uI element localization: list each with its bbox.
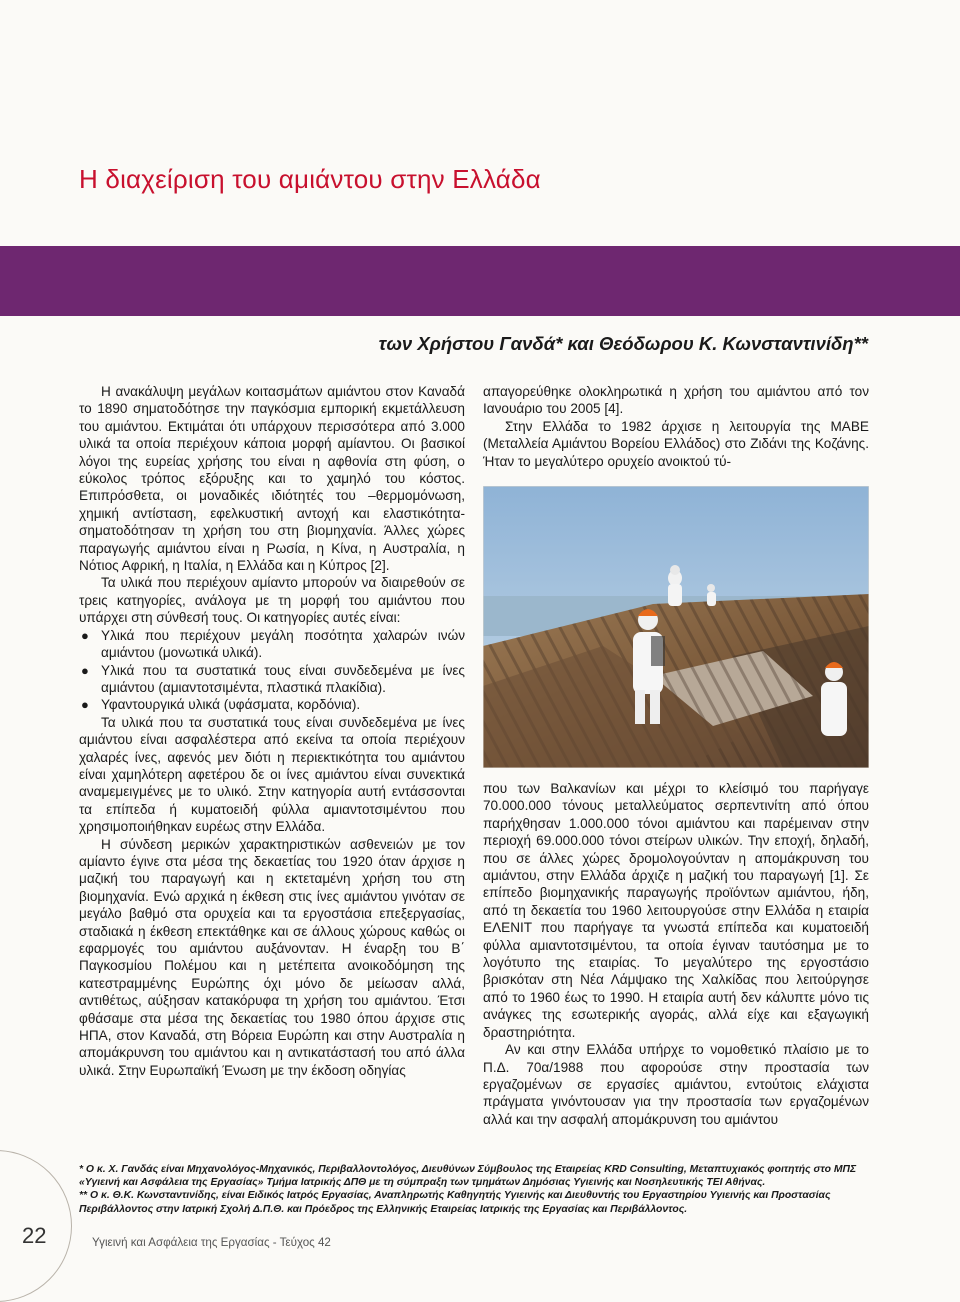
paragraph: Η σύνδεση μερικών χαρακτηριστικών ασθενειών με τον αμίαντο έγινε στα μέσα της δεκαετίας του 1920 όταν άρχισε η μαζική του παραγωγή και η εκτεταμένη χρήση του στη βιομηχανία. Ενώ αρχικά η έκθεση στις ίνες αμιάντου γινόταν σε μεγάλο βαθμό στα ορυχεία και τα εργοστάσια επεξεργασίας, σταδιακά η έκθεση επεκτάθηκε και σε άλλους χώρους καθώς οι εφαρμογές του αμιάντου αυξάνονταν. Η έναρξη του Β΄ Παγκοσμίου Πολέμου και η μετέπειτα ανοικοδόμηση της κατεστραμμένης Ευρώπης όχι μόνο δε μείωσαν αλλά, αντιθέτως, αύξησαν κατακόρυφα τη χρήση του αμιάντου. Έτσι φθάσαμε στα μέσα της δεκαετίας του 1980 όπου άρχισε στις ΗΠΑ, στον Καναδά, στη Βόρεια Ευρώπη και στην Αυστραλία η απομάκρυνση του αμιάντου και η αντικατάστασή του από άλλα υλικά. Στην Ευρωπαϊκή Ένωση με την έκδοση οδηγίας	[79, 836, 465, 1078]
bullet-icon: ●	[81, 662, 89, 678]
article-byline: των Χρήστου Γανδά* και Θεόδωρου Κ. Κωνσταντινίδη**	[378, 333, 868, 354]
paragraph: Η ανακάλυψη μεγάλων κοιτασμάτων αμιάντου στον Καναδά το 1890 σηματοδότησε την παγκόσμια εμπορική εκμετάλλευση του αμιάντου. Εκτιμάται ότι υπάρχουν περισσότερα από 3.000 υλικά τα οποία περιέχουν κάποια μορφή αμίαντου. Οι βασικοί λόγοι της ευρείας χρήσης του είναι η αφθονία στη φύση, ο εύκολος τρόπος εξόρυξης και το χαμηλό του κόστος. Επιπρόσθετα, οι μοναδικές ιδιότητές του –θερμομόνωση, χημική αντίσταση, εφελκυστική αντοχή και ελαστικότητα- σηματοδότησαν τη χρήση του στη βιομηχανία. Άλλες χώρες παραγωγής αμιάντου είναι η Ρωσία, η Κίνα, η Αυστραλία, η Νότιος Αφρική, η Ιταλία, η Ελλάδα και η Κύπρος [2].	[79, 384, 465, 574]
header-band	[0, 246, 960, 316]
paragraph: Τα υλικά που τα συστατικά τους είναι συνδεδεμένα με ίνες αμιάντου είναι ασφαλέστερα από εκείνα τα οποία περιέχουν χαλαρές ίνες, αφενός μεν διότι η περιεκτικότητα του αμιάντου είναι χαμηλότερη αφετέρου δε οι ίνες αμιάντου είναι συνεκτικά αναμεμειγμένες με το υλικό. Στην κατηγορία αυτή εντάσσονται τα επίπεδα ή κυματοειδή φύλλα αμιαντοτσιμέντου που χρησιμοποιήθηκαν ευρέως στην Ελλάδα.	[79, 714, 465, 835]
roof-workers-photo	[483, 486, 869, 768]
paragraph: Τα υλικά που περιέχουν αμίαντο μπορούν να διαιρεθούν σε τρεις κατηγορίες, ανάλογα με τη μορφή του αμιάντου που υπάρχει στη σύνθεσή τους. Οι κατηγορίες αυτές είναι:	[79, 575, 465, 626]
bullet-icon: ●	[81, 627, 89, 643]
list-item: ● Υφαντουργικά υλικά (υφάσματα, κορδόνια).	[81, 697, 361, 713]
left-column	[79, 383, 465, 1079]
paragraph: Στην Ελλάδα το 1982 άρχισε η λειτουργία της ΜΑΒΕ (Μεταλλεία Αμιάντου Βορείου Ελλάδος) στο Ζιδάνι της Κοζάνης. Ήταν το μεγαλύτερο ορυχείο ανοικτού τύ-	[483, 418, 869, 469]
footnote: ** O κ. Θ.Κ. Κωνσταντινίδης, είναι Ειδικός Ιατρός Εργασίας, Αναπληρωτής Καθηγητής Υγιεινής και Διευθυντής του Εργαστηρίου Υγιεινής και Προστασίας Περιβάλλοντος στην Ιατρική Σχολή Δ.Π.Θ. και Πρόεδρος της Ελληνικής Εταιρείας Ιατρικής της Εργασίας και Περιβάλλοντος.	[79, 1190, 831, 1215]
paragraph: απαγορεύθηκε ολοκληρωτικά η χρήση του αμιάντου από τον Ιανουάριο του 2005 [4].	[483, 384, 869, 417]
category-list	[79, 627, 465, 714]
list-item: ● Υλικά που τα συστατικά τους είναι συνδεδεμένα με ίνες αμιάντου (αμιαντοτσιμέντα, πλαστικά πλακίδια).	[81, 662, 465, 695]
bullet-icon: ●	[81, 697, 89, 713]
right-column-top	[483, 383, 869, 470]
page-number: 22	[22, 1223, 47, 1248]
journal-footer: Υγιεινή και Ασφάλεια της Εργασίας - Τεύχος 42	[92, 1236, 331, 1249]
paragraph: Αν και στην Ελλάδα υπήρχε το νομοθετικό πλαίσιο με το Π.Δ. 70α/1988 που αφορούσε στην προστασία των εργαζομένων σε εργασίες αμιάντου, εντούτοις ελάχιστα πράγματα γινόντουσαν για την προστασία των εργαζομένων αλλά και την ασφαλή απομάκρυνση του αμιάντου	[483, 1042, 869, 1127]
article-title: Η διαχείριση του αμιάντου στην Ελλάδα	[79, 164, 541, 194]
footnotes	[79, 1163, 879, 1216]
paragraph: που των Βαλκανίων και μέχρι το κλείσιμό του παρήγαγε 70.000.000 τόνους μεταλλεύματος σερπεντινίτη από όπου παρήχθησαν 1.000.000 τόνοι αμιάντου και παρέμειναν στην περιοχή 69.000.000 τόνοι στείρων υλικών. Την εποχή, δηλαδή, που σε άλλες χώρες δρομολογούνταν η απομάκρυνση του αμιάντου, στην Ελλάδα άρχιζε η μαζική του παραγωγή [1]. Σε επίπεδο βιομηχανικής παραγωγής προϊόντων αμιάντου, ήδη, από τη δεκαετία του 1960 λειτουργούσε στην Ελλάδα η εταιρία ΕΛΕΝΙΤ που παρήγαγε τα γνωστά επίπεδα και κυματοειδή φύλλα αμιαντοτσιμέντου, τα οποία έγιναν ταυτόσημα με το λογότυπο της εταιρίας. Το μεγαλύτερο της εργοστάσιο βρισκόταν στη Νέα Λάμψακο της Χαλκίδας που λειτούργησε από το 1960 έως το 1990. Η εταιρία αυτή δεν κάλυπτε μόνο τις ανάγκες της εσωτερικής αγοράς, αλλά είχε και εξαγωγική δραστηριότητα.	[483, 781, 869, 1040]
right-column-bottom	[483, 780, 869, 1128]
footnote: * O κ. Χ. Γανδάς είναι Μηχανολόγος-Μηχανικός, Περιβαλλοντολόγος, Διευθύνων Σύμβουλος της Εταιρείας KRD Consulting, Μεταπτυχιακός φοιτητής στο ΜΠΣ «Υγιεινή και Ασφάλεια της Εργασίας» Τμήμα Ιατρικής ΔΠΘ με τη σύμπραξη των τμημάτων Δημόσιας Υγιεινής και Νοσηλευτικής ΤΕΙ Αθήνας.	[79, 1164, 857, 1189]
list-item: ● Υλικά που περιέχουν μεγάλη ποσότητα χαλαρών ινών αμιάντου (μονωτικά υλικά).	[81, 627, 465, 661]
